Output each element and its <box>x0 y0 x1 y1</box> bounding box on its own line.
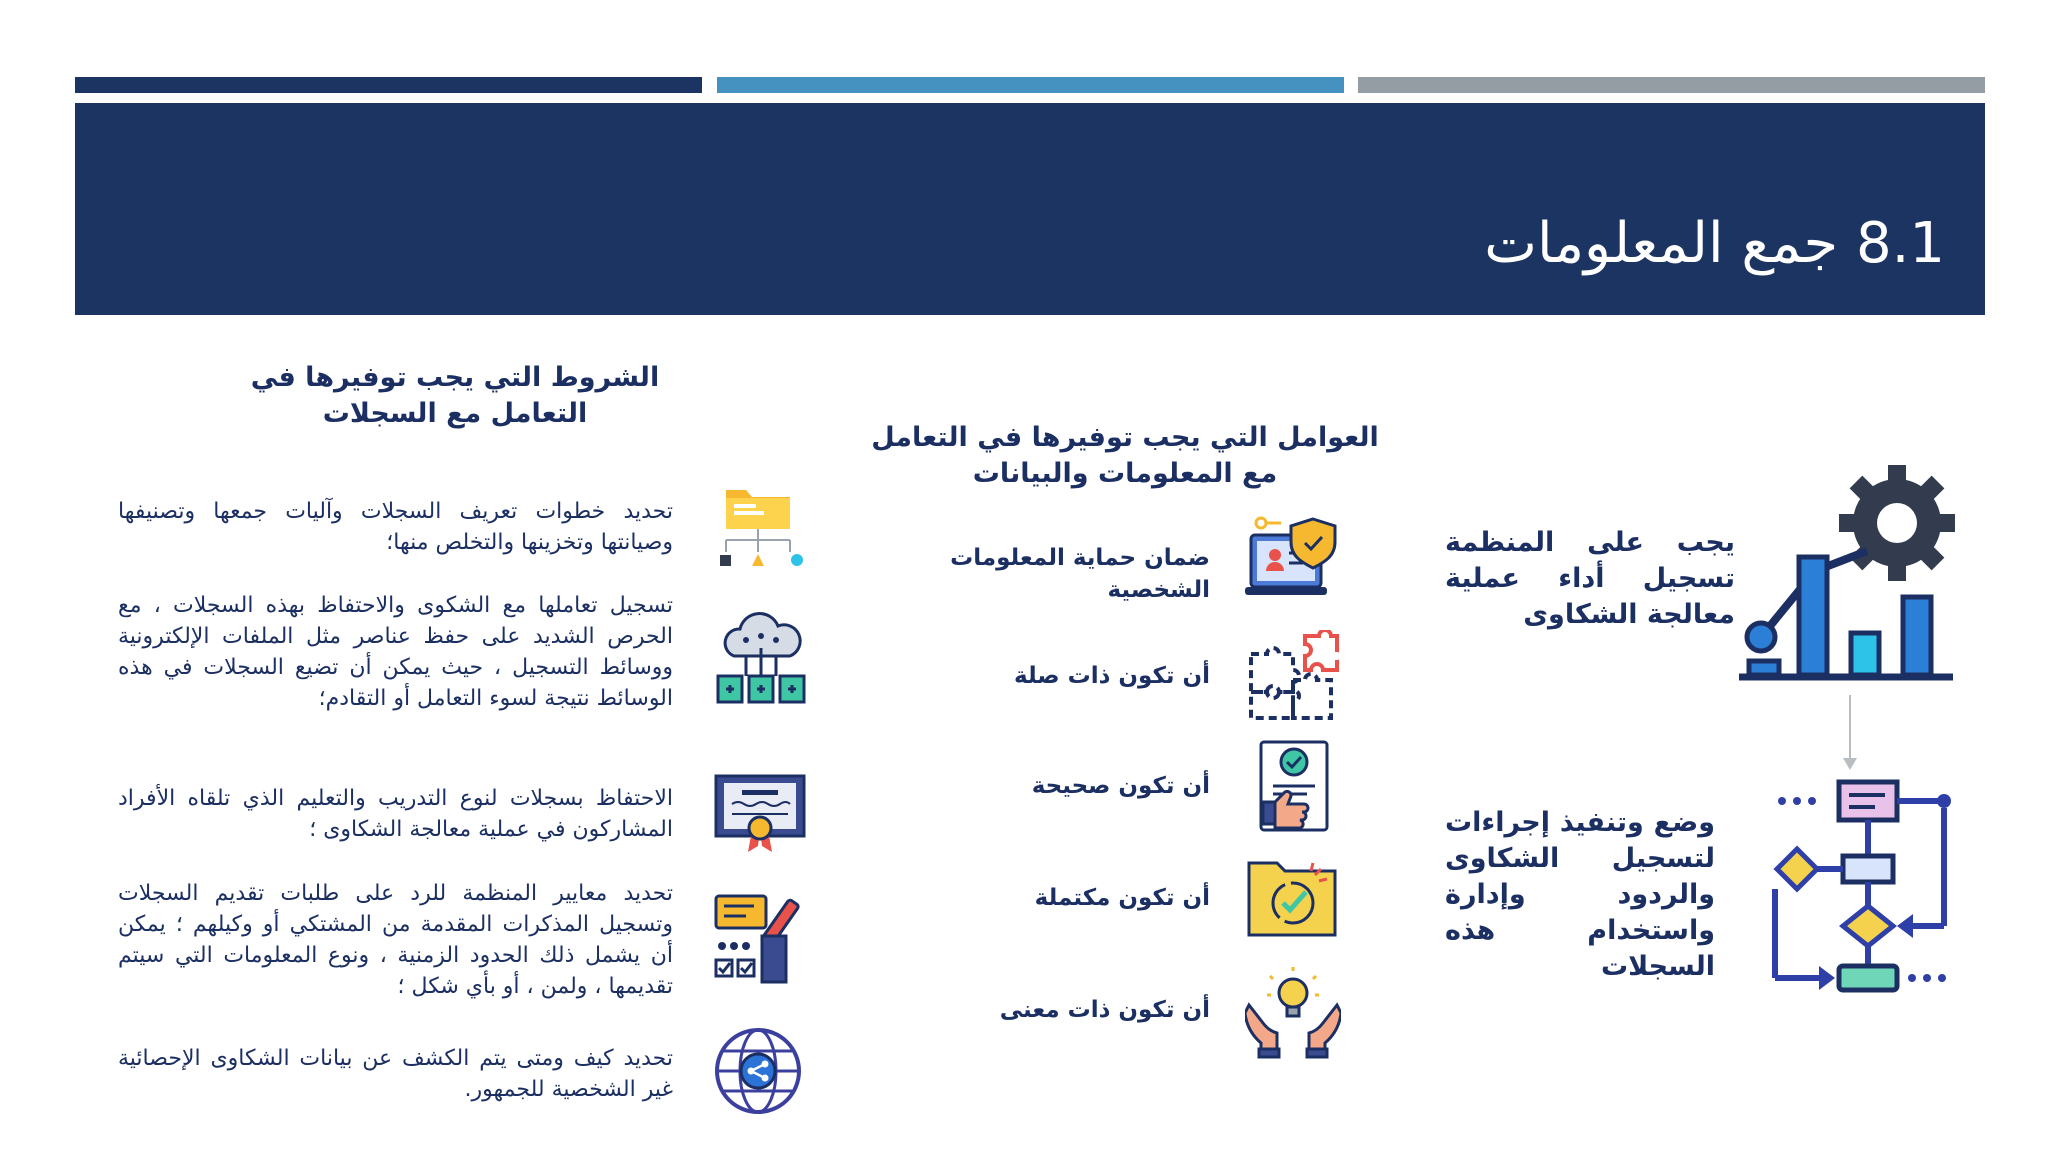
condition-text-1: تحديد خطوات تعريف السجلات وآليات جمعها وتصنيفها وصيانتها وتخزينها والتخلص منها؛ <box>118 499 673 555</box>
gear-chart-icon <box>1735 465 1957 695</box>
folder-hierarchy-icon <box>712 480 804 572</box>
globe-share-icon <box>712 1025 804 1117</box>
personal-data-protection-icon <box>1245 515 1343 610</box>
puzzle-icon <box>1245 630 1339 724</box>
flowchart-icon <box>1725 770 1955 1002</box>
conditions-heading: الشروط التي يجب توفيرها في التعامل مع السجلات <box>250 362 660 429</box>
factor-text-4: أن تكون مكتملة <box>1034 885 1210 911</box>
cloud-medical-files-icon <box>712 610 810 708</box>
factor-text-1: ضمان حماية المعلومات الشخصية <box>950 545 1210 603</box>
condition-text-3: الاحتفاظ بسجلات لنوع التدريب والتعليم الذي تلقاه الأفراد المشاركون في عملية معالجة الشكاوى ؛ <box>118 786 673 842</box>
form-checklist-icon <box>712 890 808 986</box>
hands-lightbulb-icon <box>1245 965 1341 1061</box>
factors-heading: العوامل التي يجب توفيرها في التعامل مع المعلومات والبيانات <box>871 422 1379 489</box>
condition-text-4: تحديد معايير المنظمة للرد على طلبات تقديم السجلات وتسجيل المذكرات المقدمة من المشتكي أو وكيلهم ؛ يمكن أن يشمل ذلك الحدود الزمنية ، ونوع المعلومات التي سيتم تقديمها ، ولمن ، أو بأي شكل ؛ <box>118 881 673 999</box>
connector-arrow <box>1843 758 1857 770</box>
top-bar-gray <box>1358 77 1985 93</box>
top-bar-navy <box>75 77 702 93</box>
connector-line <box>1849 695 1851 760</box>
factor-text-2: أن تكون ذات صلة <box>1014 663 1210 689</box>
condition-text-2: تسجيل تعاملها مع الشكوى والاحتفاظ بهذه السجلات ، مع الحرص الشديد على حفظ عناصر مثل الملفات الإلكترونية ووسائط التسجيل ، حيث يمكن أن تضيع السجلات في هذه الوسائط نتيجة لسوء التعامل أو التقادم؛ <box>118 593 673 711</box>
factor-text-5: أن تكون ذات معنى <box>999 997 1210 1023</box>
slide-title: 8.1 جمع المعلومات <box>1484 211 1945 276</box>
certificate-icon <box>712 772 808 856</box>
title-band <box>75 103 1985 315</box>
process-text-2: وضع وتنفيذ إجراءات لتسجيل الشكاوى والردود وإدارة واستخدام هذه السجلات <box>1445 807 1715 982</box>
factor-text-3: أن تكون صحيحة <box>1031 773 1210 799</box>
condition-text-5: تحديد كيف ومتى يتم الكشف عن بيانات الشكاوى الإحصائية غير الشخصية للجمهور. <box>118 1046 673 1102</box>
process-text-1: يجب على المنظمة تسجيل أداء عملية معالجة الشكاوى <box>1445 527 1735 630</box>
folder-check-icon <box>1245 855 1341 941</box>
top-bar-blue <box>717 77 1344 93</box>
approved-document-icon <box>1255 738 1333 836</box>
